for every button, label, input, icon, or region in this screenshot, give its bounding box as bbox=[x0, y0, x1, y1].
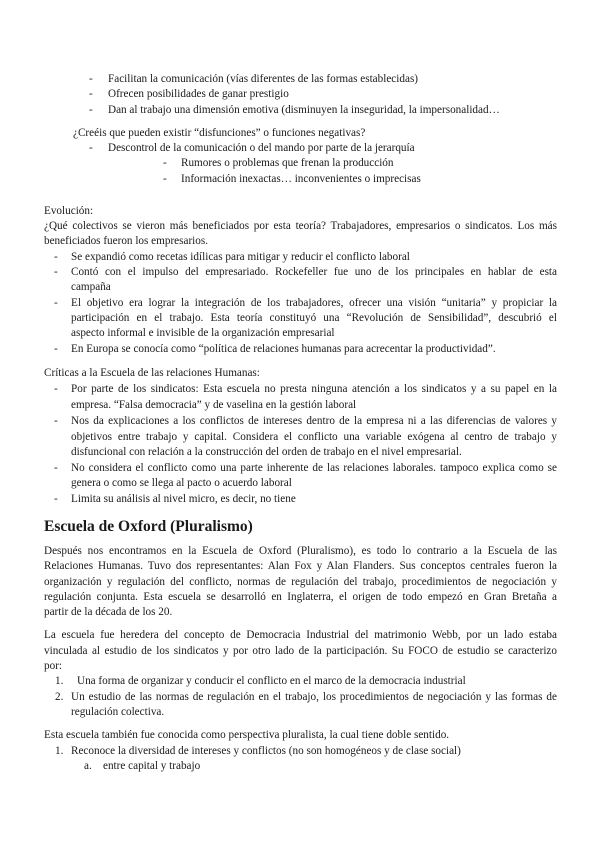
list-dash: - bbox=[54, 415, 58, 427]
list-subitem: Rumores o problemas que frenan la producción bbox=[181, 157, 394, 169]
list-dash: - bbox=[163, 157, 167, 169]
list-subitem: Información inexactas… inconvenientes o imprecisas bbox=[181, 173, 421, 185]
list-item-cont: objetivos entre trabajo y capital. Considera el conflicto una variable exógena al centro de trabajo y bbox=[71, 431, 557, 443]
list-dash: - bbox=[54, 343, 58, 355]
section-heading: Críticas a la Escuela de las relaciones Humanas: bbox=[44, 367, 260, 379]
list-dash: - bbox=[54, 297, 58, 309]
list-dash: - bbox=[89, 104, 93, 116]
list-dash: - bbox=[54, 383, 58, 395]
list-item: Dan al trabajo una dimensión emotiva (disminuyen la inseguridad, la impersonalidad… bbox=[108, 104, 500, 116]
section-heading: Evolución: bbox=[44, 205, 94, 217]
list-dash: - bbox=[54, 462, 58, 474]
list-item-cont: disfuncional con relación a la construcción del orden de trabajo en el nivel empresarial. bbox=[71, 446, 462, 458]
list-item: Contó con el impulso del empresariado. Rockefeller fue uno de los principales en hablar de esta bbox=[71, 266, 557, 278]
paragraph-line: ¿Qué colectivos se vieron más beneficiados por esta teoría? Trabajadores, empresarios o sindicatos. Los más bbox=[44, 220, 557, 232]
list-dash: - bbox=[89, 142, 93, 154]
paragraph-line: Relaciones Humanas. Tuvo dos representantes: Alan Fox y Alan Flanders. Sus conceptos centrales fueron la bbox=[44, 560, 557, 572]
dysfunction-question: ¿Creéis que pueden existir “disfunciones” o funciones negativas? bbox=[73, 127, 366, 139]
list-item: En Europa se conocía como “política de relaciones humanas para acrecentar la productividad”. bbox=[71, 343, 496, 355]
lettered-item: entre capital y trabajo bbox=[103, 760, 201, 772]
list-dash: - bbox=[54, 493, 58, 505]
list-item: El objetivo era lograr la integración de los trabajadores, ofrecer una visión “unitaria” y propiciar la bbox=[71, 297, 557, 309]
paragraph-line: partir de la década de los 20. bbox=[44, 606, 173, 618]
paragraph-line: Después nos encontramos en la Escuela de Oxford (Pluralismo), es todo lo contrario a la Escuela de las bbox=[44, 545, 557, 557]
numbered-item: Reconoce la diversidad de intereses y conflictos (no son homogéneos y de clase social) bbox=[71, 745, 461, 757]
list-item-cont: empresa. “Falsa democracia” y de vaselina en la gestión laboral bbox=[71, 399, 357, 411]
list-item: Se expandió como recetas idílicas para mitigar y reducir el conflicto laboral bbox=[71, 251, 410, 263]
list-dash: - bbox=[89, 73, 93, 85]
list-dash: - bbox=[54, 251, 58, 263]
paragraph-line: organización y regulación del conflicto, normas de regulación del trabajo, procedimientos de negociación y bbox=[44, 576, 557, 588]
numbered-item: Una forma de organizar y conducir el conflicto en el marco de la democracia industrial bbox=[77, 675, 466, 687]
paragraph-line: regulación conjunta. Esta escuela se desarrolló en Inglaterra, el origen de todo empezó en Gran Bretaña a bbox=[44, 591, 557, 603]
list-number: 1. bbox=[55, 675, 64, 687]
paragraph-line: Esta escuela también fue conocida como perspectiva pluralista, la cual tiene doble sentido. bbox=[44, 729, 450, 741]
paragraph-line: por: bbox=[44, 660, 63, 672]
paragraph-line: vinculada al estudio de los sindicatos y por otro lado de la participación. Su FOCO de estudio se caracterizo bbox=[44, 645, 557, 657]
list-number: 2. bbox=[55, 691, 64, 703]
list-dash: - bbox=[163, 173, 167, 185]
section-title: Escuela de Oxford (Pluralismo) bbox=[44, 518, 253, 535]
list-item: Facilitan la comunicación (vías diferentes de las formas establecidas) bbox=[108, 73, 419, 85]
list-item: No considera el conflicto como una parte inherente de las relaciones laborales. tampoco explica como se bbox=[71, 462, 557, 474]
list-item: Limita su análisis al nivel micro, es decir, no tiene bbox=[71, 493, 296, 505]
list-item: Ofrecen posibilidades de ganar prestigio bbox=[108, 88, 289, 100]
list-item-cont: participación en el trabajo. Esta teoría constituyó una “Revolución de Sensibilidad”, descubrió el bbox=[71, 312, 557, 324]
list-item: Nos da explicaciones a los conflictos de intereses dentro de la empresa ni a las diferencias de valores y bbox=[71, 415, 557, 427]
list-number: 1. bbox=[55, 745, 64, 757]
paragraph-line: beneficiados fueron los empresarios. bbox=[44, 235, 209, 247]
paragraph-line: La escuela fue heredera del concepto de Democracia Industrial del matrimonio Webb, por un lado estaba bbox=[44, 629, 557, 641]
list-dash: - bbox=[54, 266, 58, 278]
numbered-item: Un estudio de las normas de regulación en el trabajo, los procedimientos de negociación y las formas de bbox=[71, 691, 557, 703]
list-item: Por parte de los sindicatos: Esta escuela no presta ninguna atención a los sindicatos y a su papel en la bbox=[71, 383, 557, 395]
list-item-cont: genera o como se llega al pacto o acuerdo laboral bbox=[71, 477, 292, 489]
list-item-cont: campaña bbox=[71, 281, 111, 293]
list-item-cont: aspecto informal e invisible de la organización empresarial bbox=[71, 327, 335, 339]
list-dash: - bbox=[89, 88, 93, 100]
list-letter: a. bbox=[84, 760, 92, 772]
numbered-item-cont: regulación colectiva. bbox=[71, 706, 165, 718]
list-item: Descontrol de la comunicación o del mando por parte de la jerarquía bbox=[108, 142, 415, 154]
